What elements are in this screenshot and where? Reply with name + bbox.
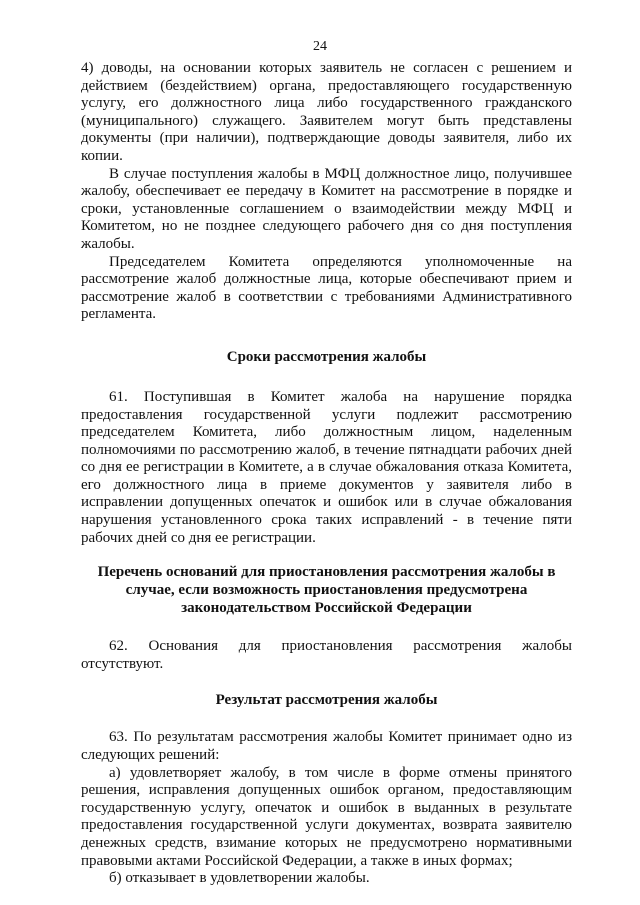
heading-suspension-grounds — [81, 563, 572, 617]
list-item-a: а) удовлетворяет жалобу, в том числе в форме отмены принятого решения, исправления допущенных ошибок органом, предоставляющим государственную услугу, опечаток и ошибок в выданных в результате предоставления государственной услуги документах, возврата заявителю денежных средств, взимание которых не предусмотрено нормативными правовыми актами Российской Федерации, а также в иных формах; — [81, 764, 572, 869]
page-content — [81, 60, 572, 888]
page-number: 24 — [313, 39, 327, 54]
paragraph-63: 63. По результатам рассмотрения жалобы Комитет принимает одно из следующих решений: — [81, 729, 572, 764]
heading-suspension-line-3: законодательством Российской Федерации — [181, 600, 472, 617]
list-item-b: б) отказывает в удовлетворении жалобы. — [109, 870, 370, 887]
paragraph-61: 61. Поступившая в Комитет жалоба на нарушение порядка предоставления государственной услуги подлежит рассмотрению председателем Комитета, либо должностным лицом, наделенным полномочиями по рассмотрению жалоб, в течение пятнадцати рабочих дней со дня ее регистрации в Комитете, а в случае обжалования отказа Комитета, его должностного лица в приеме документов у заявителя либо в исправлении допущенных опечаток и ошибок или в случае обжалования нарушения установленного срока таких исправлений - в течение пяти рабочих дней со дня ее регистрации. — [81, 388, 572, 546]
paragraph-chairman-authorized: Председателем Комитета определяются уполномоченные на рассмотрение жалоб должностные лица, которые обеспечивают прием и рассмотрение жалоб в соответствии с требованиями Административного регламента. — [81, 253, 572, 323]
heading-suspension-line-1: Перечень оснований для приостановления рассмотрения жалобы в — [97, 564, 556, 581]
heading-review-result: Результат рассмотрения жалобы — [215, 692, 438, 709]
heading-review-terms: Сроки рассмотрения жалобы — [226, 348, 427, 365]
paragraph-62: 62. Основания для приостановления рассмотрения жалобы отсутствуют. — [81, 638, 572, 672]
paragraph-mfc-complaint: В случае поступления жалобы в МФЦ должностное лицо, получившее жалобу, обеспечивает ее передачу в Комитет на рассмотрение в порядке и сроки, установленные соглашением о взаимодействии между МФЦ и Комитетом, но не позднее следующего рабочего дня со дня поступления жалобы. — [81, 165, 572, 252]
heading-suspension-line-2: случае, если возможность приостановления предусмотрена — [125, 582, 528, 599]
paragraph-item-4-arguments: 4) доводы, на основании которых заявитель не согласен с решением и действием (бездействием) органа, предоставляющего государственную услугу, его должностного лица либо государственного гражданского (муниципального) служащего. Заявителем могут быть представлены документы (при наличии), подтверждающие доводы заявителя, либо их копии. — [81, 60, 572, 164]
